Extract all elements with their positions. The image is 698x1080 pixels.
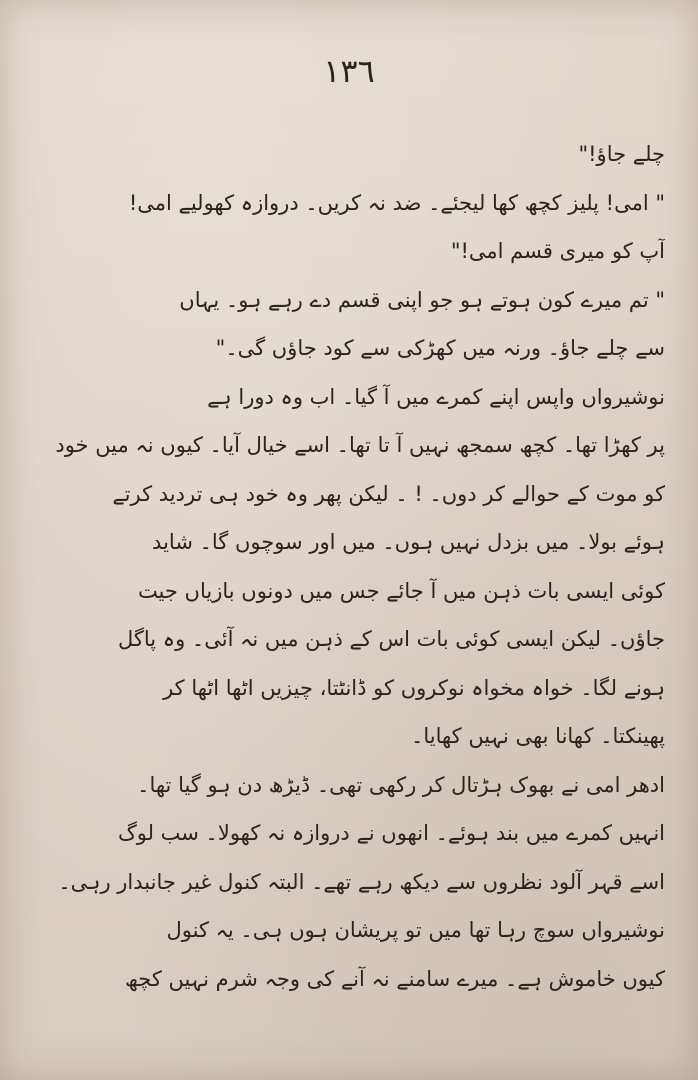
- text-line-14: ادھر امی نے بھوک ہڑتال کر رکھی تھی۔ ڈیڑھ دن ہو گیا تھا۔: [137, 772, 665, 797]
- text-line-18: کیوں خاموش ہے۔ میرے سامنے نہ آنے کی وجہ شرم نہیں کچھ: [125, 966, 665, 991]
- text-line-8: کو موت کے حوالے کر دوں۔ ! ۔ لیکن پھر وہ خود ہی تردید کرتے: [112, 481, 665, 506]
- text-line-16: اسے قہر آلود نظروں سے دیکھ رہے تھے۔ البتہ کنول غیر جانبدار رہی۔: [58, 869, 665, 894]
- text-line-4: " تم میرے کون ہوتے ہو جو اپنی قسم دے رہے ہو۔ یہاں: [179, 287, 665, 312]
- text-line-17: نوشیرواں سوچ رہا تھا میں تو پریشان ہوں ہی۔ یہ کنول: [166, 918, 665, 942]
- text-line-12: ہونے لگا۔ خواہ مخواہ نوکروں کو ڈانٹتا، چیزیں اٹھا اٹھا کر: [163, 675, 665, 700]
- text-line-13: پھینکتا۔ کھانا بھی نہیں کھایا۔: [411, 724, 665, 748]
- text-line-7: پر کھڑا تھا۔ کچھ سمجھ نہیں آ تا تھا۔ اسے خیال آیا۔ کیوں نہ میں خود: [55, 433, 665, 457]
- text-line-3: آپ کو میری قسم امی!": [450, 239, 665, 263]
- text-line-2: " امی! پلیز کچھ کھا لیجئے۔ ضد نہ کریں۔ دروازہ کھولیے امی!: [128, 190, 665, 215]
- text-line-9: ہوئے بولا۔ میں بزدل نہیں ہوں۔ میں اور سوچوں گا۔ شاید: [152, 530, 665, 554]
- text-line-10: کوئی ایسی بات ذہن میں آ جائے جس میں دونوں بازیاں جیت: [137, 578, 665, 603]
- text-line-11: جاؤں۔ لیکن ایسی کوئی بات اس کے ذہن میں نہ آئی۔ وہ پاگل: [117, 627, 665, 651]
- text-line-5: سے چلے جاؤ۔ ورنہ میں کھڑکی سے کود جاؤں گی۔": [215, 336, 665, 360]
- text-line-15: انہیں کمرے میں بند ہوئے۔ انھوں نے دروازہ نہ کھولا۔ سب لوگ: [117, 821, 665, 845]
- page-number: ١٣٦: [323, 52, 375, 90]
- text-line-6: نوشیرواں واپس اپنے کمرے میں آ گیا۔ اب وہ دورا ہے: [207, 384, 665, 409]
- page-text: [40, 130, 665, 1003]
- text-line-1: چلے جاؤ!": [578, 142, 665, 166]
